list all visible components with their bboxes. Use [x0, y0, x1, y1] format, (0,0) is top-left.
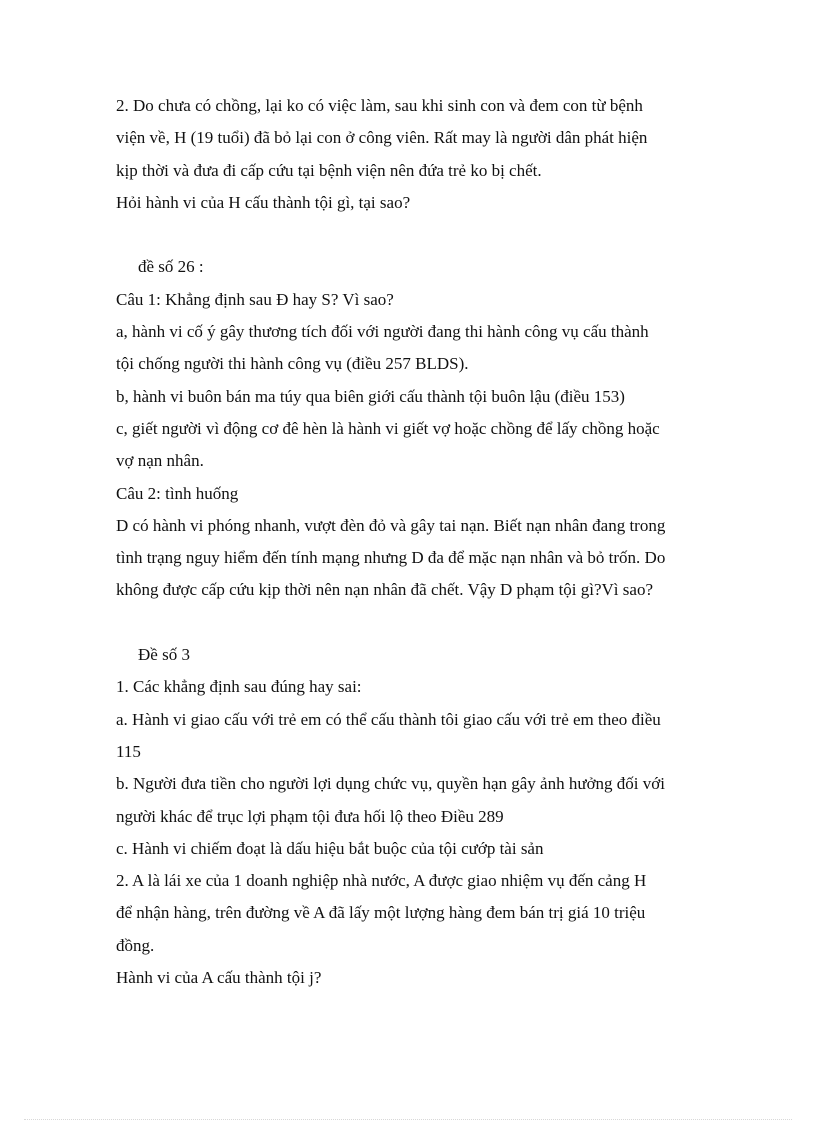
text-line: vợ nạn nhân.	[116, 451, 204, 471]
text-line: Hỏi hành vi của H cấu thành tội gì, tại sao?	[116, 192, 411, 212]
text-line: b. Người đưa tiền cho người lợi dụng chức vụ, quyền hạn gây ảnh hưởng đối với	[116, 774, 665, 794]
text-line: tội chống người thi hành công vụ (điều 257 BLDS).	[116, 354, 469, 374]
text-line: để nhận hàng, trên đường về A đã lấy một lượng hàng đem bán trị giá 10 triệu	[116, 903, 646, 923]
text-line: b, hành vi buôn bán ma túy qua biên giới cấu thành tội buôn lậu (điều 153)	[116, 386, 625, 406]
text-line: c. Hành vi chiếm đoạt là dấu hiệu bắt buộc của tội cướp tài sản	[116, 838, 544, 858]
text-line: 2. Do chưa có chồng, lại ko có việc làm, sau khi sinh con và đem con từ bệnh	[116, 96, 643, 115]
page-bottom-rule	[24, 1119, 792, 1120]
section-heading: Đề số 3	[138, 645, 190, 665]
text-line: người khác để trục lợi phạm tội đưa hối lộ theo Điều 289	[116, 806, 504, 826]
text-line: D có hành vi phóng nhanh, vượt đèn đỏ và gây tai nạn. Biết nạn nhân đang trong	[116, 515, 666, 535]
text-line: Hành vi của A cấu thành tội j?	[116, 968, 322, 988]
section-heading: đề số 26 :	[138, 257, 204, 277]
text-line: c, giết người vì động cơ đê hèn là hành vi giết vợ hoặc chồng để lấy chồng hoặc	[116, 418, 660, 438]
text-line: kịp thời và đưa đi cấp cứu tại bệnh viện nên đứa trẻ ko bị chết.	[116, 160, 542, 180]
blank-line	[116, 607, 756, 639]
document-body	[116, 90, 756, 994]
text-line: a, hành vi cố ý gây thương tích đối với người đang thi hành công vụ cấu thành	[116, 322, 649, 342]
text-line: viện về, H (19 tuổi) đã bỏ lại con ở công viên. Rất may là người dân phát hiện	[116, 128, 648, 148]
question-heading: Câu 2: tình huống	[116, 483, 239, 503]
text-line: 2. A là lái xe của 1 doanh nghiệp nhà nước, A được giao nhiệm vụ đến cảng H	[116, 871, 647, 891]
question-heading: Câu 1: Khẳng định sau Đ hay S? Vì sao?	[116, 289, 394, 309]
text-line: 115	[116, 741, 141, 761]
text-line: đồng.	[116, 935, 155, 955]
text-line: tình trạng nguy hiểm đến tính mạng nhưng D đa để mặc nạn nhân và bỏ trốn. Do	[116, 548, 666, 568]
question-heading: 1. Các khẳng định sau đúng hay sai:	[116, 677, 362, 697]
text-line: không được cấp cứu kịp thời nên nạn nhân đã chết. Vậy D phạm tội gì?Vì sao?	[116, 580, 653, 600]
text-line: a. Hành vi giao cấu với trẻ em có thể cấu thành tôi giao cấu với trẻ em theo điều	[116, 709, 661, 729]
blank-line	[116, 219, 756, 251]
